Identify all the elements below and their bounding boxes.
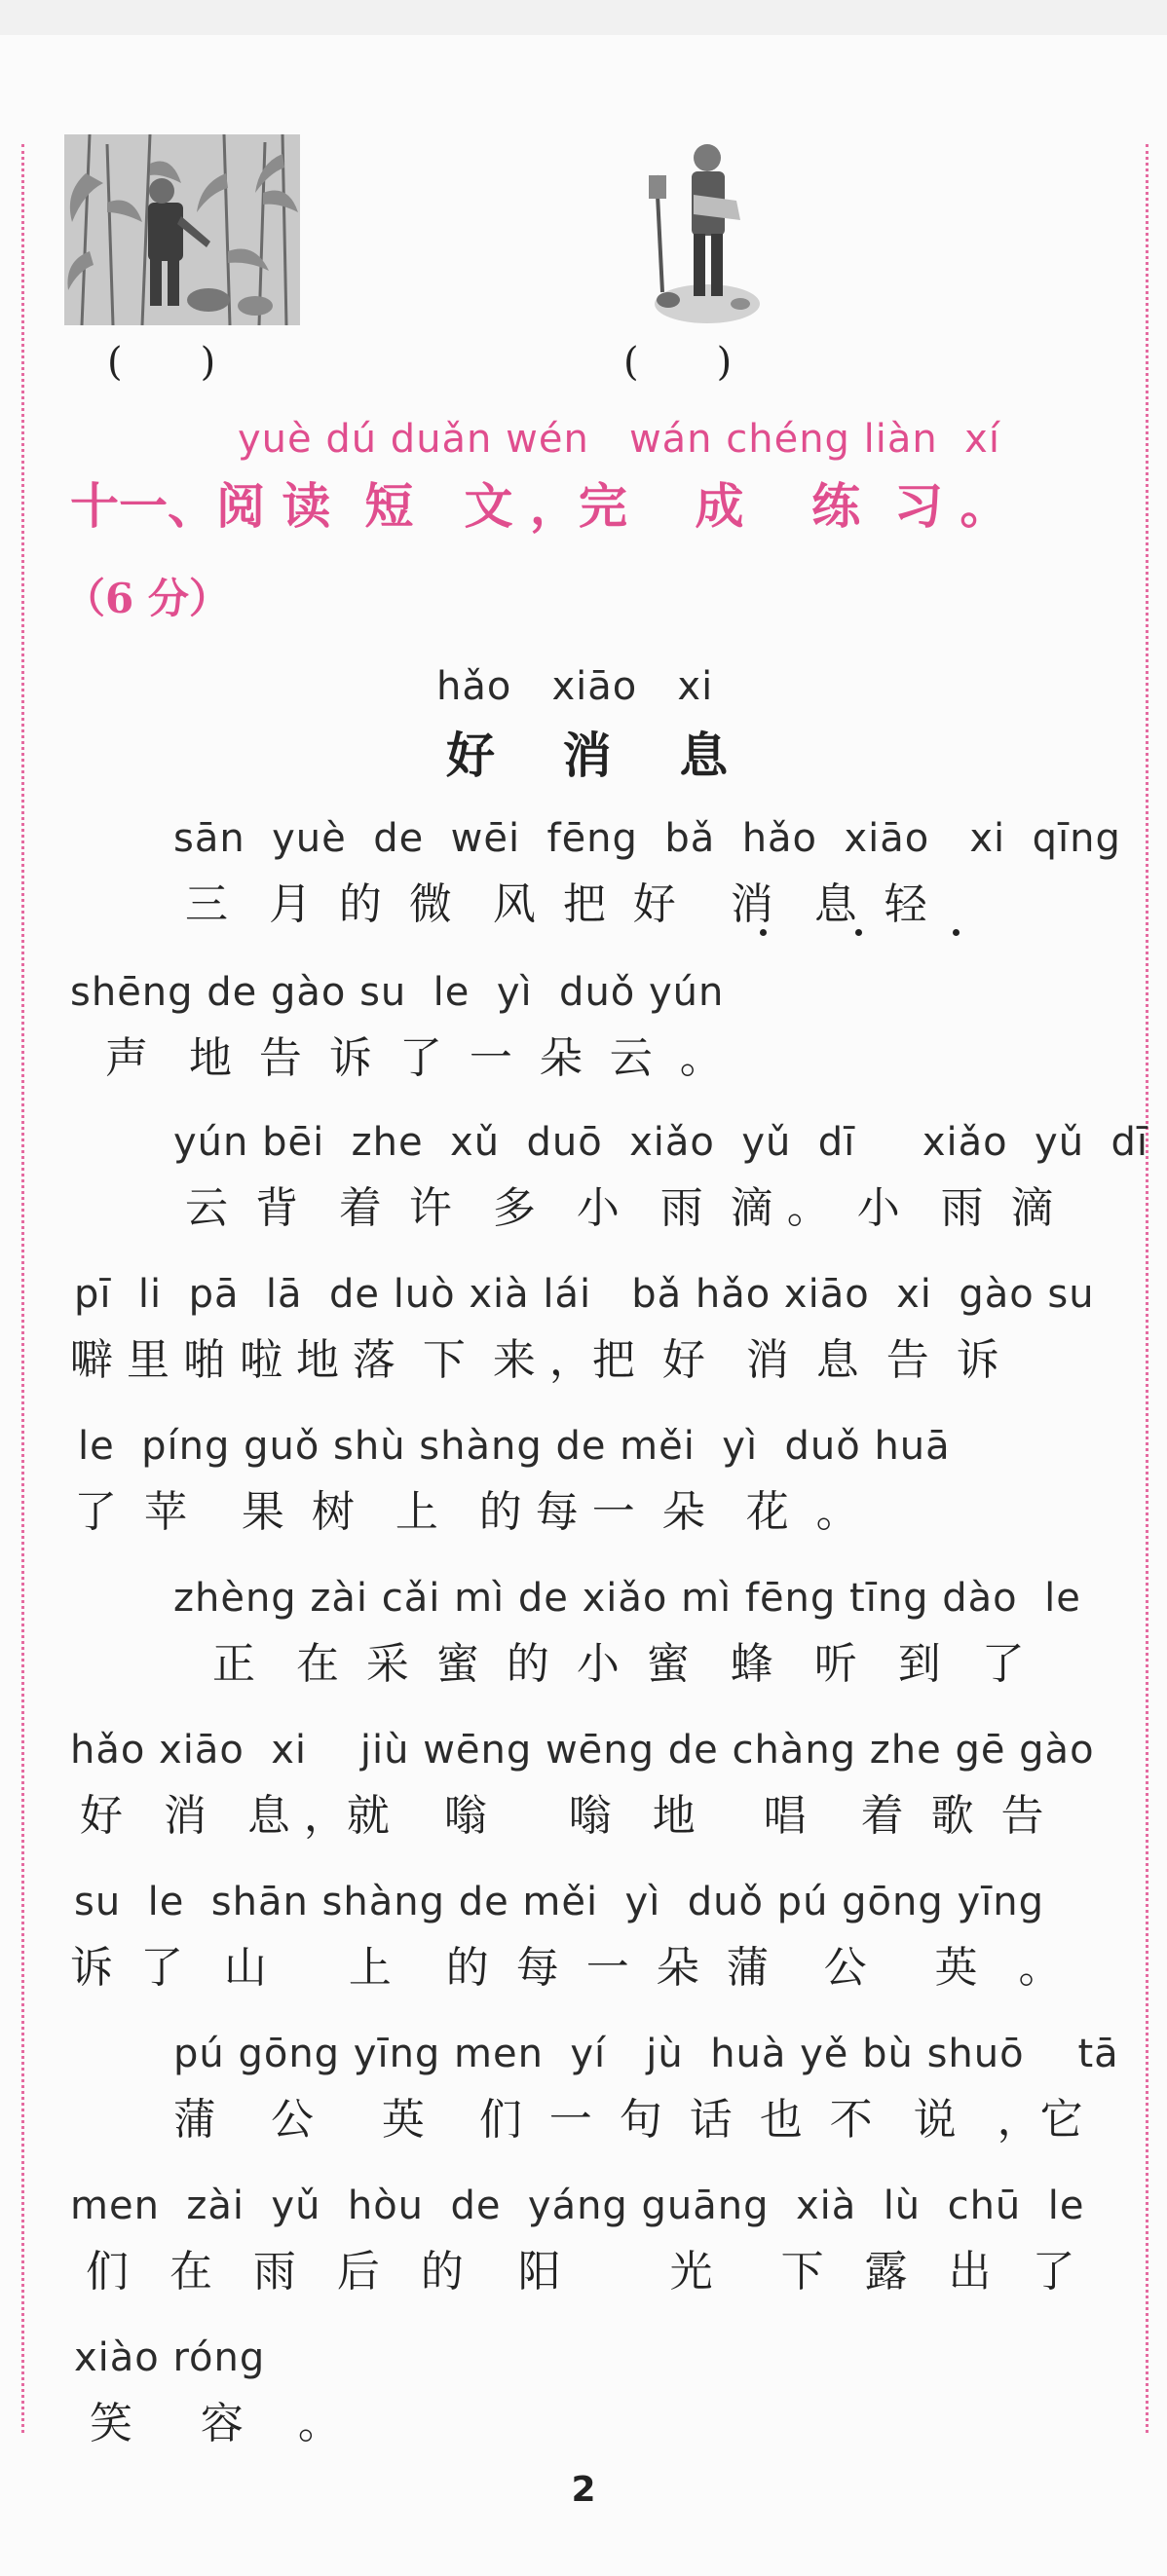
passage-line-11: 笑 容 。 bbox=[90, 2399, 341, 2448]
passage-line-8: 诉 了 山 上 的 每 一 朵 蒲 公 英 。 bbox=[70, 1943, 1062, 1993]
answer-blank-2[interactable]: ( ) bbox=[623, 340, 733, 385]
title-text: 好 消 息 bbox=[446, 727, 729, 784]
passage-pinyin-6: zhèng zài cǎi mì de xiǎo mì fēng tīng dào le bbox=[173, 1576, 1081, 1621]
passage-pinyin-4: pī li pā lā de luò xià lái bǎ hǎo xiāo xi gào su bbox=[74, 1272, 1095, 1317]
score-label: （6 分） bbox=[64, 575, 230, 622]
emphasis-dot bbox=[760, 929, 767, 936]
illustration-man-with-shovel bbox=[639, 136, 762, 327]
passage-line-6: 正 在 采 蜜 的 小 蜜 蜂 听 到 了 bbox=[212, 1639, 1025, 1689]
passage-pinyin-11: xiào róng bbox=[74, 2335, 266, 2380]
passage-pinyin-2: shēng de gào su le yì duǒ yún bbox=[70, 970, 725, 1015]
emphasis-dot bbox=[855, 929, 862, 936]
passage-pinyin-5: le píng guǒ shù shàng de měi yì duǒ huā bbox=[78, 1424, 951, 1469]
passage-line-5: 了 苹 果 树 上 的 每 一 朵 花 。 bbox=[74, 1487, 859, 1537]
illustration-corn-field bbox=[64, 134, 300, 325]
passage-line-2: 声 地 告 诉 了 一 朵 云 。 bbox=[105, 1033, 723, 1083]
top-band bbox=[0, 0, 1167, 35]
left-dotted-border bbox=[21, 144, 24, 2433]
passage-line-4: 噼 里 啪 啦 地 落 下 来 ，把 好 消 息 告 诉 bbox=[70, 1335, 999, 1385]
passage-line-7: 好 消 息 ，就 嗡 嗡 地 唱 着 歌 告 bbox=[80, 1791, 1044, 1841]
answer-blank-1[interactable]: ( ) bbox=[107, 340, 216, 385]
passage-line-1: 三 月 的 微 风 把 好 消 息 轻 bbox=[185, 879, 927, 929]
passage-pinyin-9: pú gōng yīng men yí jù huà yě bù shuō tā bbox=[173, 2032, 1119, 2076]
emphasis-dot bbox=[953, 929, 960, 936]
section-heading: 十一、阅 读 短 文 ，完 成 练 习 。 bbox=[70, 477, 1009, 535]
passage-pinyin-8: su le shān shàng de měi yì duǒ pú gōng yīng bbox=[74, 1880, 1044, 1924]
page-number: 2 bbox=[571, 2470, 596, 2510]
passage-pinyin-7: hǎo xiāo xi jiù wēng wēng de chàng zhe gē gào bbox=[70, 1728, 1095, 1773]
title-pinyin: hǎo xiāo xi bbox=[436, 664, 714, 709]
passage-pinyin-1: sān yuè de wēi fēng bǎ hǎo xiāo xi qīng bbox=[173, 816, 1121, 861]
passage-pinyin-10: men zài yǔ hòu de yáng guāng xià lù chū le bbox=[70, 2184, 1085, 2228]
passage-pinyin-3: yún bēi zhe xǔ duō xiǎo yǔ dī xiǎo yǔ dī bbox=[173, 1120, 1149, 1165]
passage-line-9: 蒲 公 英 们 一 句 话 也 不 说 ，它 bbox=[173, 2095, 1083, 2145]
passage-line-10: 们 在 雨 后 的 阳 光 下 露 出 了 bbox=[86, 2247, 1075, 2296]
right-dotted-border bbox=[1146, 144, 1148, 2433]
section-pinyin: yuè dú duǎn wén wán chéng liàn xí bbox=[238, 417, 1000, 462]
passage-line-3: 云 背 着 许 多 小 雨 滴 。 小 雨 滴 bbox=[185, 1183, 1054, 1233]
